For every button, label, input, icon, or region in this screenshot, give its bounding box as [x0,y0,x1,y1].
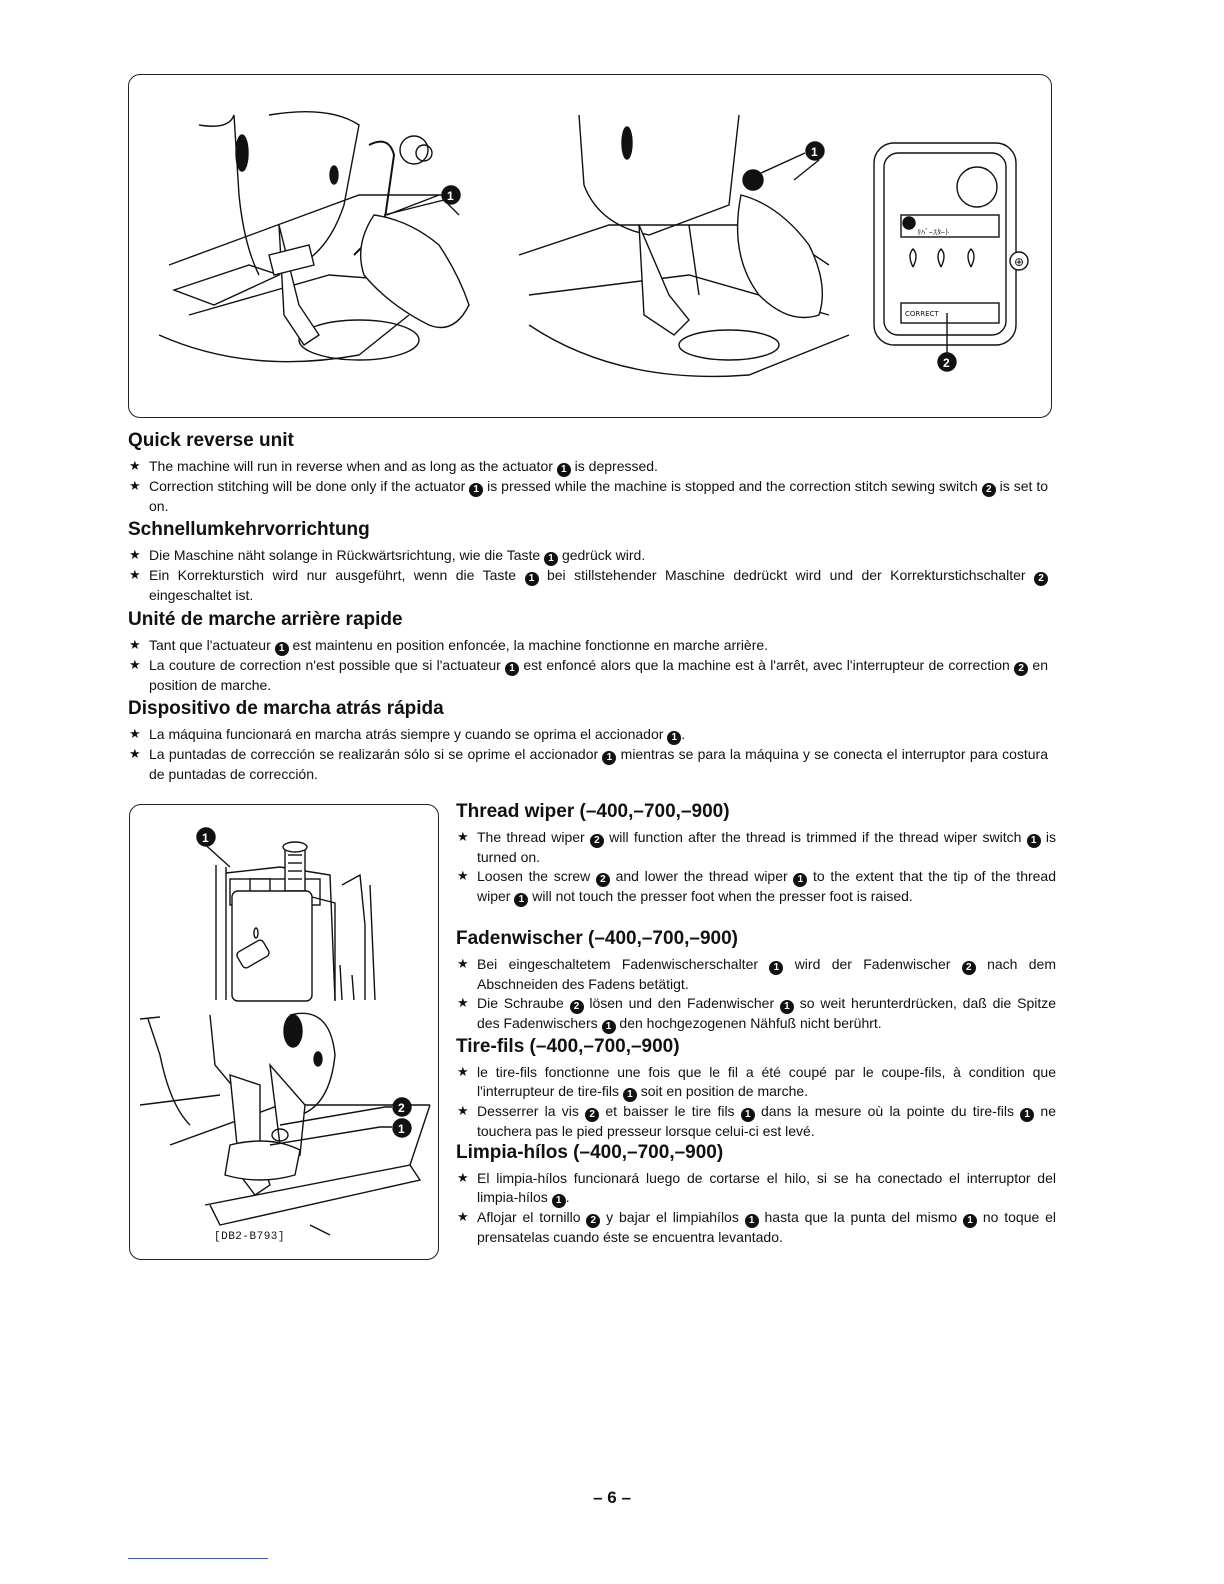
bullet-item: ★ Loosen the screw 2 and lower the thread wiper 1 to the extent that the tip of the thread wiper 1 will not touch the presser foot when the presser foot is raised. [457,867,1057,905]
callout-number: 1 [623,1088,637,1102]
quick-reverse-illustration-frame [128,74,1052,418]
thread-wiper-illustration [130,805,438,1259]
star-icon: ★ [457,1170,469,1185]
star-icon: ★ [457,994,469,1010]
section-title: Fadenwischer (–400,–700,–900) [456,928,739,949]
callout-1-top [197,828,215,846]
section-thread-wiper-fr [456,1036,1056,1140]
section-title: Thread wiper (–400,–700,–900) [456,801,730,822]
callout-1-middle [761,142,824,173]
bullet-item: ★ Tant que l'actuateur 1 est maintenu en position enfoncée, la machine fonctionne en marche arrière. [129,637,769,654]
callout-number: 1 [793,873,807,887]
callout-number: 2 [596,873,610,887]
section-quick-reverse-en [128,430,1048,516]
star-icon: ★ [457,829,469,844]
star-icon: ★ [457,1102,469,1118]
thread-wiper-illustration-frame [129,804,439,1260]
star-icon: ★ [457,956,469,971]
callout-number: 1 [505,662,519,676]
svg-text:2: 2 [398,1101,405,1115]
star-icon: ★ [457,1208,469,1224]
callout-number: 1 [275,642,289,656]
star-icon: ★ [457,1064,469,1079]
thread-wiper-switch-drawing [200,840,375,1001]
star-icon: ★ [129,567,141,582]
callout-number: 1 [780,1000,794,1014]
callout-number: 1 [1020,1108,1034,1122]
section-quick-reverse-fr [128,609,1048,695]
svg-text:1: 1 [811,145,818,159]
callout-number: 2 [590,834,604,848]
callout-number: 1 [769,961,783,975]
bullet-item: ★ Desserrer la vis 2 et baisser le tire fils 1 dans la mesure où la pointe du tire-fils 1 ne touchera pas le pied presseur lorsque celui-ci est levé. [457,1102,1057,1139]
bullet-item: ★ The thread wiper 2 will function after the thread is trimmed if the thread wiper switch 1 is turned on. [457,829,1057,865]
star-icon: ★ [129,746,141,761]
bullet-item: ★ La máquina funcionará en marcha atrás siempre y cuando se oprima el accionador 1 . [129,726,686,743]
star-icon: ★ [129,726,141,741]
figure-label: [DB2-B793] [214,1231,286,1243]
sewing-machine-head-middle [519,115,849,376]
footer-divider [128,1558,268,1559]
bullet-item: ★ Die Maschine näht solange in Rückwärtsrichtung, wie die Taste 1 gedrück wird. [129,547,646,564]
bullet-item: ★ Die Schraube 2 lösen und den Fadenwischer 1 so weit herunterdrücken, daß die Spitze des Fadenwischers 1 den hochgezogenen Nähfuß nicht berührt. [457,994,1057,1032]
bullet-item: ★ La couture de correction n'est possible que si l'actuateur 1 est enfoncé alors que la machine est à l'arrêt, avec l'interrupteur de correction 2 en position de marche. [129,657,1048,693]
callout-number: 2 [586,1214,600,1228]
callout-number: 1 [552,1194,566,1208]
callout-1-left [387,186,460,215]
svg-text:2: 2 [943,356,950,370]
callout-number: 1 [963,1214,977,1228]
bullet-item: ★ Correction stitching will be done only if the actuator 1 is pressed while the machine is stopped and the correction stitch sewing switch 2 is set to on. [129,478,1048,514]
callout-number: 1 [602,1020,616,1034]
callout-number: 2 [1014,662,1028,676]
callout-number: 2 [982,483,996,497]
bullet-item: ★ La puntadas de corrección se realizarán sólo si se oprime el accionador 1 mientras se para la máquina y se conecta el interruptor para costura de puntadas de corrección. [129,746,1049,782]
callout-number: 1 [602,751,616,765]
callout-number: 1 [1027,834,1041,848]
section-thread-wiper-en [456,801,1056,907]
section-title: Dispositivo de marcha atrás rápida [128,698,444,719]
section-quick-reverse-es [128,698,1048,784]
section-title: Schnellumkehrvorrichtung [128,519,370,540]
svg-text:CORRECT: CORRECT [905,310,939,318]
section-title: Unité de marche arrière rapide [128,609,403,630]
svg-text:ﾘﾊﾞｰｽﾀｰﾄ: ﾘﾊﾞｰｽﾀｰﾄ [917,228,949,237]
section-title: Limpia-hílos (–400,–700,–900) [456,1142,724,1163]
star-icon: ★ [129,547,141,562]
quick-reverse-illustration [129,75,1051,417]
svg-text:1: 1 [398,1122,405,1136]
callout-number: 1 [544,552,558,566]
star-icon: ★ [129,637,141,652]
section-quick-reverse-de [128,519,1048,605]
callout-2-panel [938,353,956,371]
callout-number: 1 [557,463,571,477]
bullet-item: ★ Bei eingeschaltetem Fadenwischerschalter 1 wird der Fadenwischer 2 nach dem Abschneiden des Fadens betätigt. [457,956,1057,992]
callout-number: 1 [667,731,681,745]
bullet-item: ★ Ein Korrekturstich wird nur ausgeführt, wenn die Taste 1 bei stillstehender Maschine dedrückt wird und der Korrekturstichschalter 2 eingeschaltet ist. [128,566,1048,605]
svg-text:⊕: ⊕ [1014,255,1025,269]
callout-number: 2 [962,961,976,975]
bullet-item: ★ Aflojar el tornillo 2 y bajar el limpiahílos 1 hasta que la punta del mismo 1 no toque el prensatelas cuando éste se encuentra levantado. [457,1208,1056,1245]
callout-number: 1 [514,893,528,907]
page-number: – 6 – [593,1488,631,1507]
callout-number: 1 [745,1214,759,1228]
callout-number: 2 [570,1000,584,1014]
svg-text:1: 1 [447,189,454,203]
section-thread-wiper-de [456,928,1056,1034]
star-icon: ★ [129,458,141,473]
callout-number: 1 [741,1108,755,1122]
correction-switch-panel [874,143,1028,353]
callout-number: 1 [525,572,539,586]
bullet-item: ★ El limpia-hílos funcionará luego de cortarse el hilo, si se ha conectado el interruptor del limpia-hílos 1 . [457,1170,1056,1206]
star-icon: ★ [129,478,141,493]
section-title: Tire-fils (–400,–700,–900) [456,1036,680,1057]
callout-number: 2 [585,1108,599,1122]
sewing-machine-head-left [159,112,469,362]
section-thread-wiper-es [456,1142,1056,1246]
star-icon: ★ [129,657,141,672]
star-icon: ★ [457,867,469,883]
section-title: Quick reverse unit [128,430,294,451]
svg-text:1: 1 [202,831,209,845]
callout-number: 2 [1034,572,1048,586]
bullet-item: ★ le tire-fils fonctionne une fois que le fil a été coupé par le coupe-fils, à condition que l'interrupteur de tire-fils 1 soit en position de marche. [457,1064,1056,1100]
bullet-item: ★ The machine will run in reverse when and as long as the actuator 1 is depressed. [129,458,658,475]
callout-number: 1 [469,483,483,497]
